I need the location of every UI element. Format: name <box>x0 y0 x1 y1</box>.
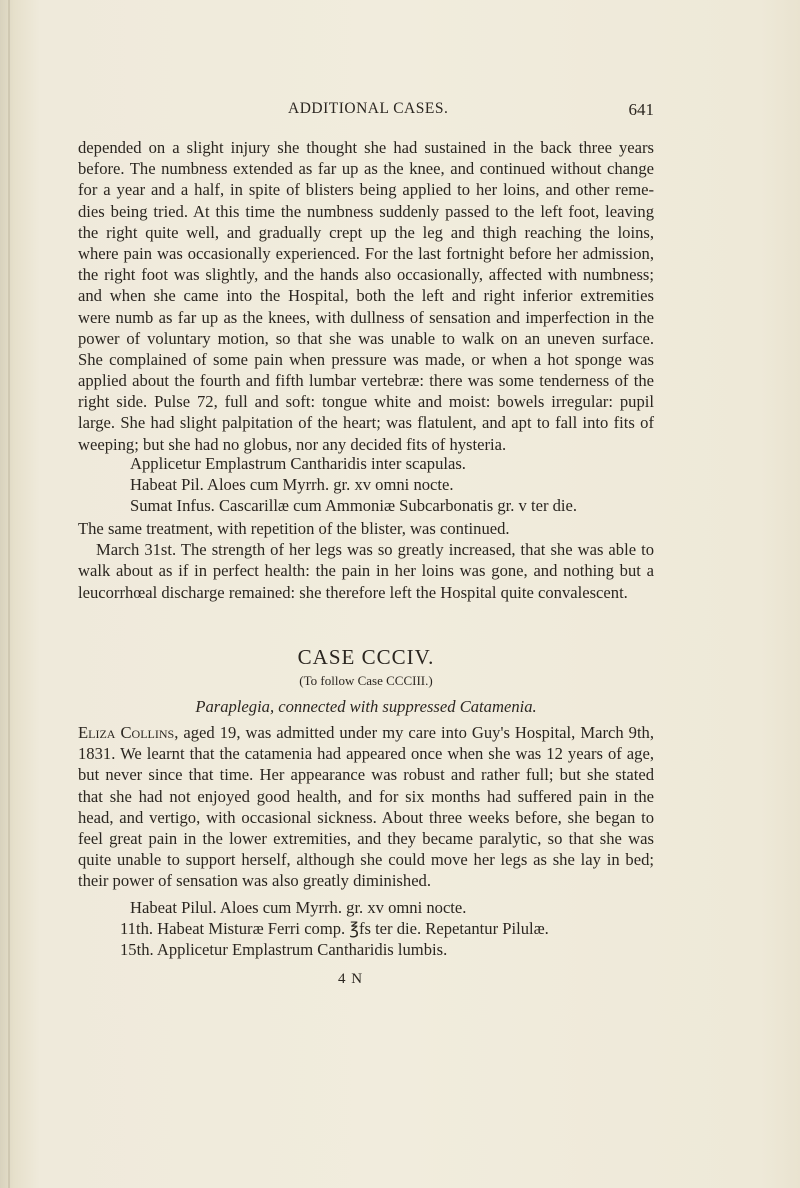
text-line: She complained of some pain when pressure was made, or when a hot sponge was <box>78 349 654 369</box>
text-line: large. She had slight palpitation of the heart; was flatulent, and apt to fall into fits of <box>78 413 654 433</box>
paragraph-3 <box>78 722 654 892</box>
prescription-line: Habeat Pil. Aloes cum Myrrh. gr. xv omni nocte. <box>130 475 454 495</box>
text-line: applied about the fourth and fifth lumbar vertebræ: there was some tenderness of the <box>78 371 654 391</box>
text-line <box>78 722 654 743</box>
text-line: dies being tried. At this time the numbness suddenly passed to the left foot, leaving <box>78 201 654 221</box>
prescription-line: 15th. Applicetur Emplastrum Cantharidis lumbis. <box>120 940 448 960</box>
signature-mark: 4 N <box>338 971 364 987</box>
text-line: the right foot was slightly, and the hands also occasionally, affected with numbness; <box>78 265 654 285</box>
case-title: Paraplegia, connected with suppressed Catamenia. <box>195 697 537 716</box>
text-line: walk about as if in perfect health: the pain in her loins was gone, and nothing but a <box>78 561 654 581</box>
text-fragment: , aged 19, was admitted under my care into Guy's Hospital, March 9th, <box>174 723 654 742</box>
text-line: the right quite well, and gradually crept up the leg and thigh reaching the loins, <box>78 222 654 242</box>
prescription-block-1 <box>78 453 654 517</box>
case-subheading: (To follow Case CCCIII.) <box>299 673 433 688</box>
case-heading: CASE CCCIV. <box>297 645 435 669</box>
text-line: but never since that time. Her appearance was robust and rather full; but she stated <box>78 765 654 785</box>
prescription-block-2 <box>78 897 654 961</box>
text-line: that she had not enjoyed good health, and for six months had suffered pain in the <box>78 786 654 806</box>
text-line: right side. Pulse 72, full and soft: tongue white and moist: bowels irregular: pupil <box>78 392 654 412</box>
prescription-line: 11th. Habeat Misturæ Ferri comp. ℥fs ter die. Repetantur Pilulæ. <box>120 919 549 939</box>
text-line: where pain was occasionally experienced. For the last fortnight before her admission, <box>78 243 654 263</box>
text-line: for a year and a half, in spite of blisters being applied to her loins, and other reme- <box>78 180 654 200</box>
text-line: depended on a slight injury she thought she had sustained in the back three years <box>78 138 654 157</box>
paragraph-1 <box>78 137 654 455</box>
text-line: were numb as far up as the knees, with dullness of sensation and imperfection in the <box>78 307 654 327</box>
text-line: and when she came into the Hospital, both the left and right inferior extremities <box>78 286 654 306</box>
prescription-line: Sumat Infus. Cascarillæ cum Ammoniæ Subcarbonatis gr. v ter die. <box>130 496 578 516</box>
text-line: head, and vertigo, with occasional sickness. About three weeks before, she began to <box>78 807 654 827</box>
paragraph-2 <box>78 518 654 603</box>
text-line: feel great pain in the lower extremities, and they became paralytic, so that she was <box>78 828 654 848</box>
patient-name: Eliza Collins <box>78 723 175 742</box>
text-line: their power of sensation was also greatly diminished. <box>78 871 431 891</box>
text-line: 1831. We learnt that the catamenia had appeared once when she was 12 years of age, <box>78 744 654 764</box>
page-number: 641 <box>628 100 654 119</box>
text-line: The same treatment, with repetition of the blister, was continued. <box>78 519 510 538</box>
text-line: March 31st. The strength of her legs was so greatly increased, that she was able to <box>96 540 654 560</box>
binding-edge <box>8 0 10 1188</box>
text-line: quite unable to support herself, although she could move her legs as she lay in bed; <box>78 850 654 870</box>
text-line: before. The numbness extended as far up as the knee, and continued without change <box>78 159 654 179</box>
prescription-line: Habeat Pilul. Aloes cum Myrrh. gr. xv omni nocte. <box>130 898 467 917</box>
text-line: power of voluntary motion, so that she was unable to walk on an uneven surface. <box>78 328 654 348</box>
running-header <box>78 100 654 124</box>
text-line: weeping; but she had no globus, nor any decided fits of hysteria. <box>78 434 507 454</box>
running-title: ADDITIONAL CASES. <box>288 100 449 117</box>
text-line: leucorrhœal discharge remained: she therefore left the Hospital quite convalescent. <box>78 582 628 602</box>
prescription-line: Applicetur Emplastrum Cantharidis inter scapulas. <box>130 454 466 473</box>
